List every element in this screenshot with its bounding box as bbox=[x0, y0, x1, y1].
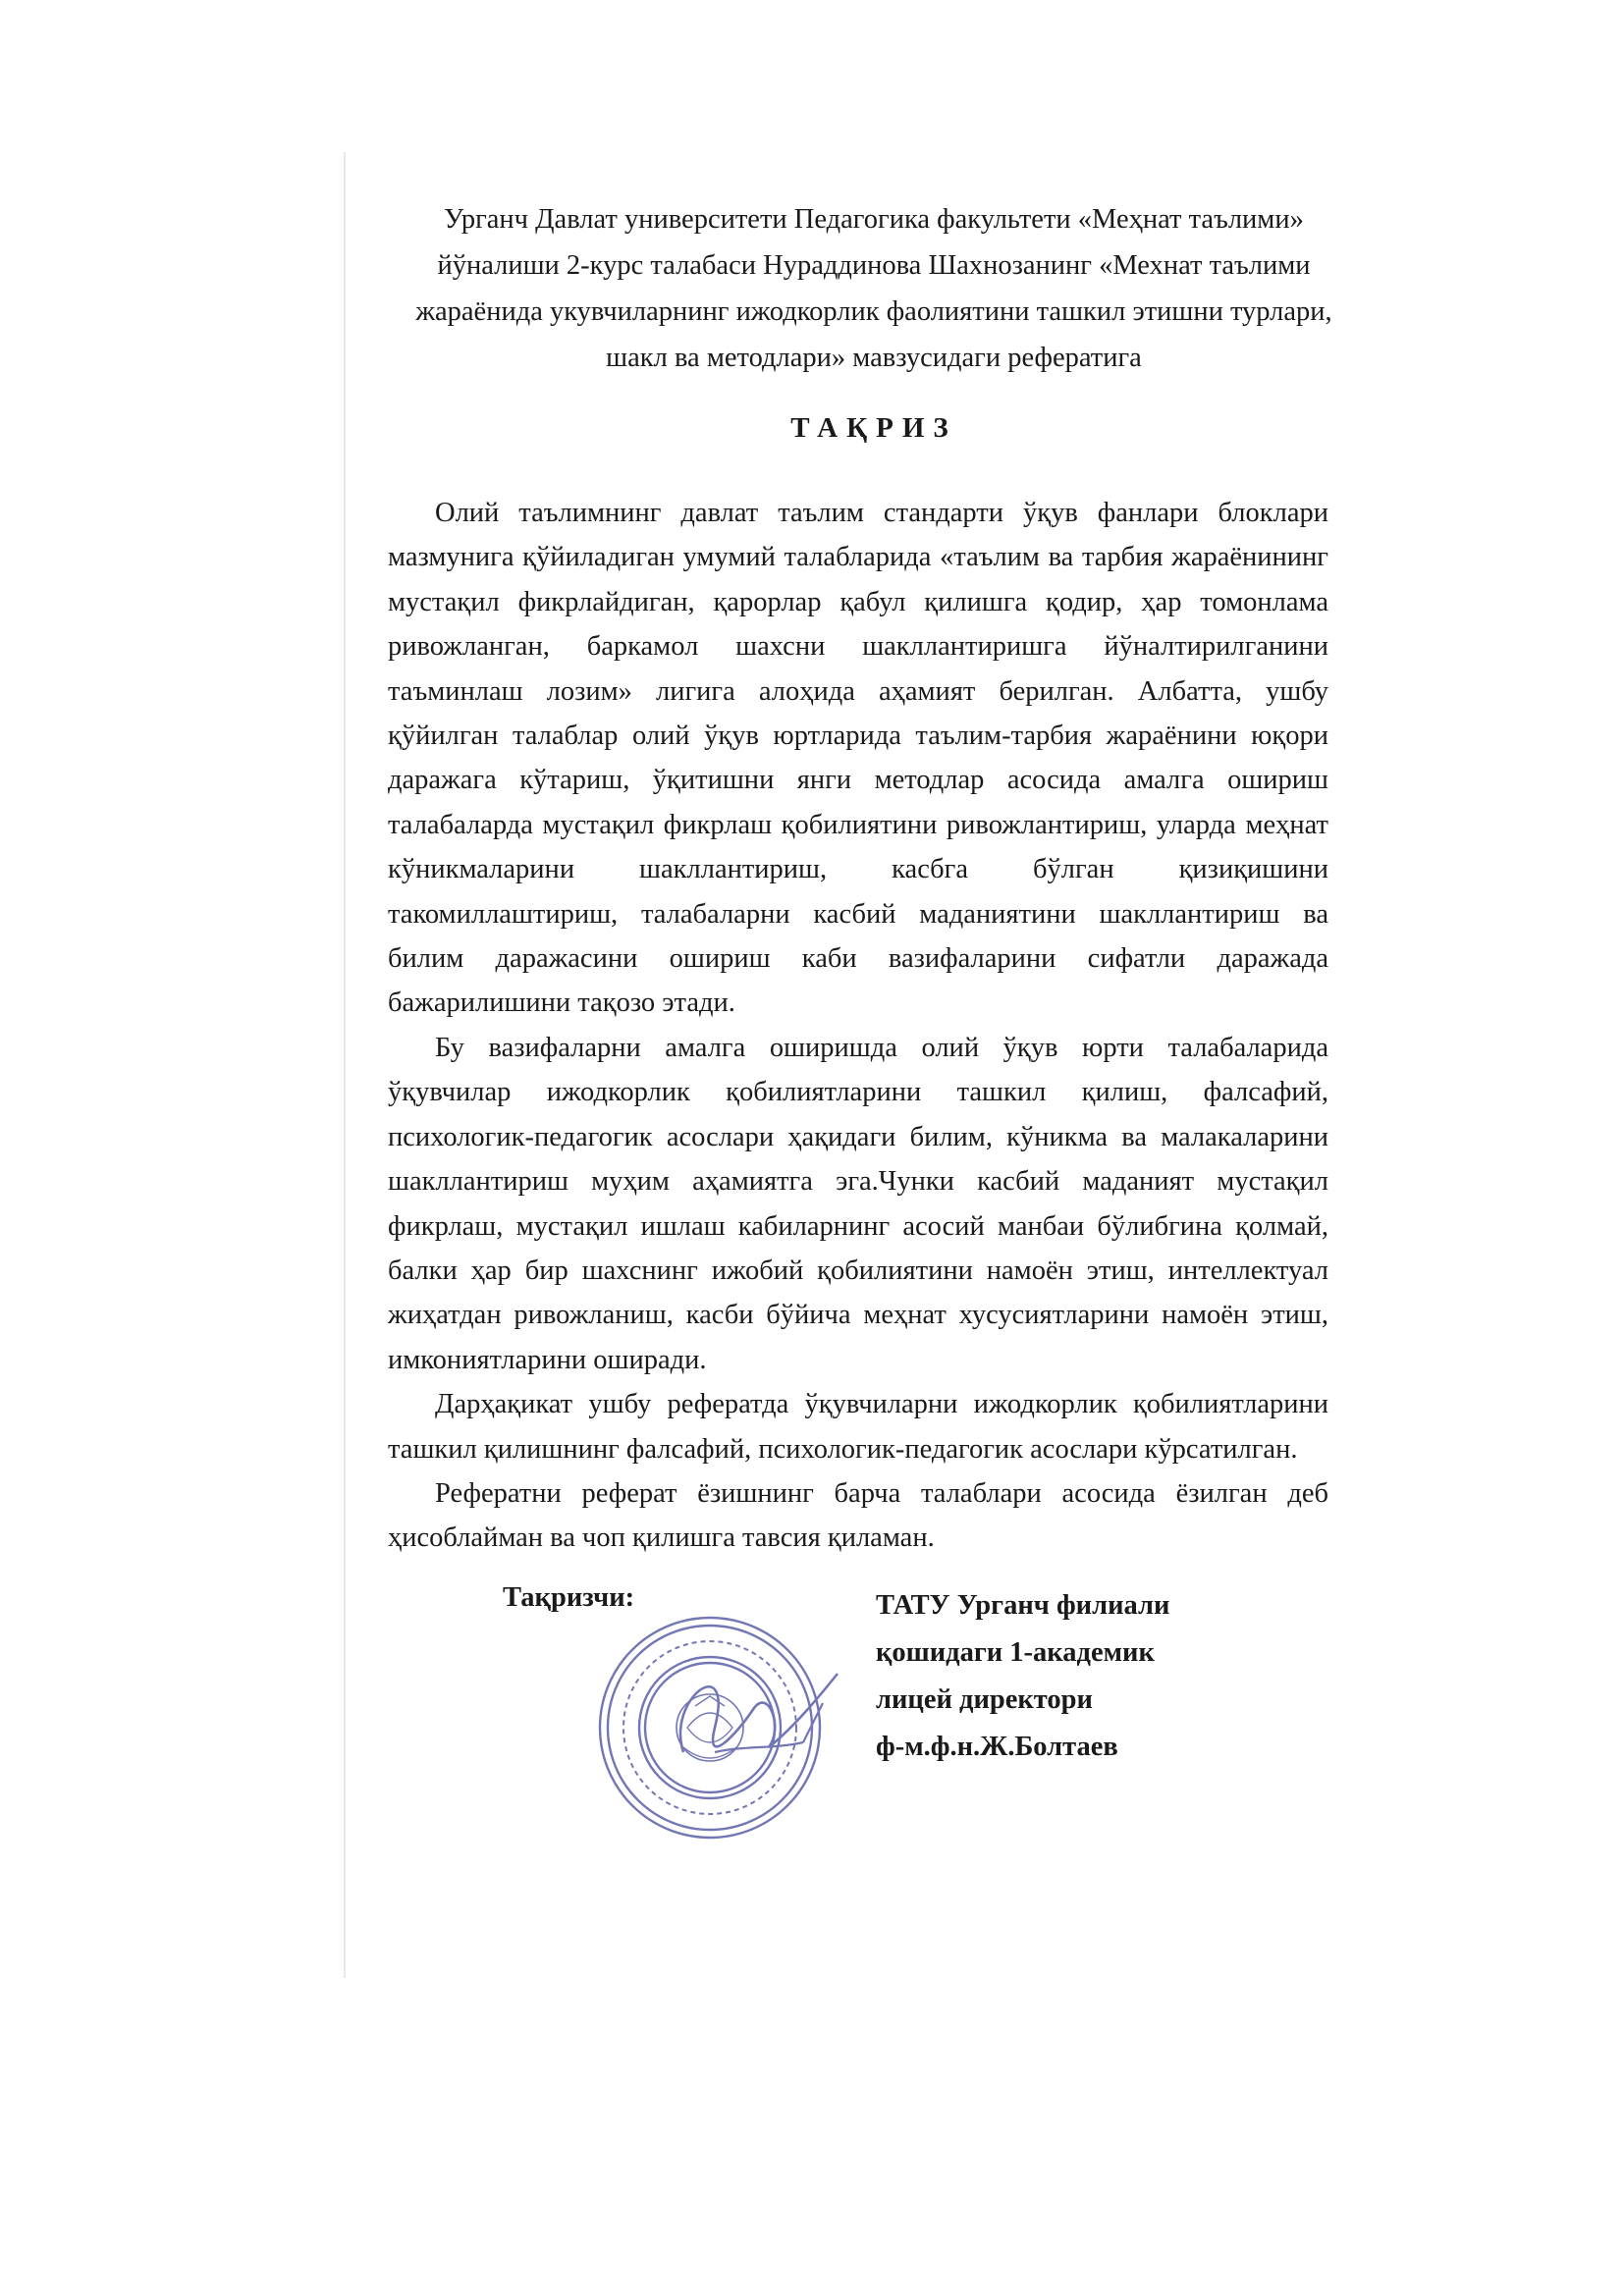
reviewer-line: ТАТУ Урганч филиали bbox=[876, 1590, 1170, 1621]
document-title: ТАҚРИЗ bbox=[790, 412, 957, 444]
document-header bbox=[383, 196, 1365, 381]
reviewer-line: қошидаги 1-академик bbox=[876, 1637, 1155, 1668]
paragraph: Олий таълимнинг давлат таълим стандарти ўқув фанлари блоклари мазмунига қўйиладиган умумий талабларида «таълим ва тарбия жараёнининг мустақил фикрлайдиган, қарорлар қабул қилишга қодир, ҳар томонлама ривожланган, баркамол шахсни шакллантиришга йўналтирилганини таъминлаш лозим» лигига алоҳида аҳамият берилган. Албатта, ушбу қўйилган талаблар олий ўқув юртларида таълим-тарбия жараёнини юқори даражага кўтариш, ўқитишни янги методлар асосида амалга ошириш талабаларда мустақил фикрлаш қобилиятини ривожлантириш, уларда меҳнат кўникмаларини шакллантириш, касбга бўлган қизиқишини такомиллаштириш, талабаларни касбий маданиятини шакллантириш ва билим даражасини ошириш каби вазифаларини сифатли даражада бажарилишини тақозо этади. bbox=[388, 498, 1328, 1019]
reviewer-line: лицей директори bbox=[876, 1684, 1093, 1715]
header-line: Урганч Давлат университети Педагогика факультети «Меҳнат таълими» bbox=[444, 204, 1304, 235]
reviewer-line: ф-м.ф.н.Ж.Болтаев bbox=[876, 1732, 1118, 1762]
paragraph: Бу вазифаларни амалга оширишда олий ўқув юрти талабаларида ўқувчилар ижодкорлик қобилиятларини ташкил қилиш, фалсафий, психологик-педагогик асослари ҳақидаги билим, кўникма ва малакаларини шакллантириш муҳим аҳамиятга эга.Чунки касбий маданият мустақил фикрлаш, мустақил ишлаш кабиларнинг асосий манбаи бўлибгина қолмай, балки ҳар бир шахснинг ижобий қобилиятини намоён этиш, интеллектуал жиҳатдан ривожланиш, касби бўйича меҳнат хусусиятларини намоён этиш, имкониятларини оширади. bbox=[388, 1032, 1328, 1375]
header-line: шакл ва методлари» мавзусидаги рефератига bbox=[606, 343, 1142, 373]
reviewer-label: Тақризчи: bbox=[503, 1582, 635, 1613]
reviewer-details bbox=[876, 1582, 1169, 1771]
paragraph: Дарҳақикат ушбу рефератда ўқувчиларни ижодкорлик қобилиятларини ташкил қилишнинг фалсафий, психологик-педагогик асослари кўрсатилган. bbox=[388, 1389, 1328, 1465]
header-line: жараёнида укувчиларнинг ижодкорлик фаолиятини ташкил этишни турлари, bbox=[415, 296, 1332, 327]
document-body bbox=[388, 491, 1328, 1561]
header-line: йўналиши 2-курс талабаси Нураддинова Шахнозанинг «Мехнат таълими bbox=[437, 250, 1311, 281]
official-round-stamp-icon bbox=[568, 1580, 862, 1875]
paragraph: Рефератни реферат ёзишнинг барча талаблари асосида ёзилган деб ҳисоблайман ва чоп қилишга тавсия қиламан. bbox=[388, 1477, 1328, 1554]
